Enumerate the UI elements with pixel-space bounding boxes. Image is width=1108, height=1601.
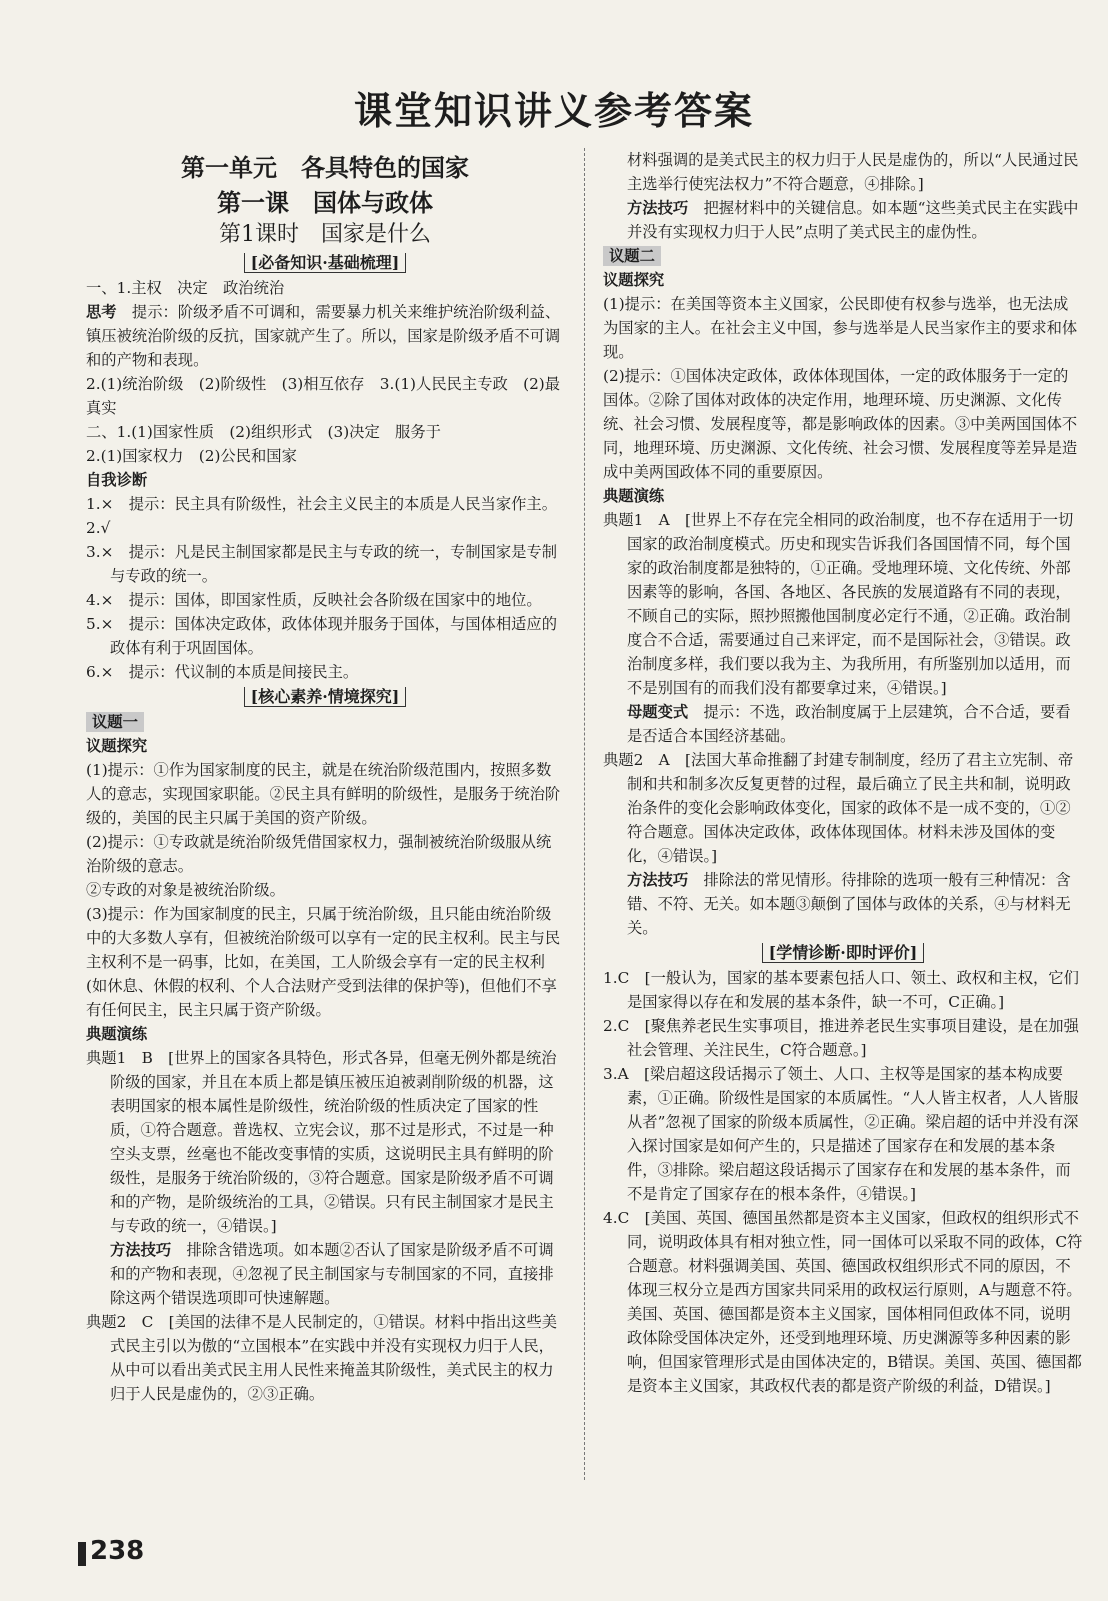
text: 1.× 提示：民主具有阶级性，社会主义民主的本质是人民当家作主。 (86, 495, 558, 513)
paragraph (86, 878, 564, 902)
text: 5.× 提示：国体决定政体，政体体现并服务于国体，与国体相适应的政体有利于巩固国体。 (86, 615, 558, 657)
paragraph (86, 902, 564, 1022)
label: 议题探究 (86, 737, 148, 755)
text: 材料强调的是美式民主的权力归于人民是虚伪的，所以“人民通过民主选举行使宪法权力”不符合题意，④排除。] (627, 151, 1079, 193)
text: 2.C [聚焦养老民生实事项目，推进养老民生实事项目建设，是在加强社会管理、关注民生，C符合题意。] (603, 1017, 1079, 1059)
topic-tag: 议题二 (603, 246, 661, 266)
right-column (603, 148, 1083, 1398)
paragraph (86, 588, 564, 612)
label: 方法技巧 (110, 1241, 187, 1259)
paragraph (86, 758, 564, 830)
section-heading: [必备知识·基础梳理] (244, 253, 407, 273)
paragraph (603, 292, 1083, 364)
text: 4.× 提示：国体，即国家性质，反映社会各阶级在国家中的地位。 (86, 591, 542, 609)
paragraph (603, 1062, 1083, 1206)
text: (2)提示：①专政就是统治阶级凭借国家权力，强制被统治阶级服从统治阶级的意志。 (86, 833, 552, 875)
label: 方法技巧 (627, 199, 704, 217)
text: (1)提示：①作为国家制度的民主，就是在统治阶级范围内，按照多数人的意志，实现国家职能。②民主具有鲜明的阶级性，是服务于统治阶级的，美国的民主只属于美国的资产阶级。 (86, 761, 561, 827)
section-heading: [学情诊断·即时评价] (762, 943, 925, 963)
paragraph (86, 420, 564, 444)
paragraph (86, 734, 564, 758)
label: 方法技巧 (627, 871, 704, 889)
paragraph (603, 966, 1083, 1014)
page-number-bar (78, 1542, 86, 1566)
text: ②专政的对象是被统治阶级。 (86, 881, 285, 899)
text: 6.× 提示：代议制的本质是间接民主。 (86, 663, 359, 681)
topic-tag-row (603, 244, 1083, 268)
paragraph (603, 1206, 1083, 1398)
paragraph (86, 1238, 564, 1310)
section-heading-row (86, 684, 564, 710)
paragraph (86, 468, 564, 492)
paragraph (603, 196, 1083, 244)
text: 3.× 提示：凡是民主制国家都是民主与专政的统一，专制国家是专制与专政的统一。 (86, 543, 558, 585)
paragraph (86, 540, 564, 588)
paragraph (86, 660, 564, 684)
label: 思考 (86, 303, 132, 321)
heading (86, 186, 564, 220)
text: 排除法的常见情形。待排除的选项一般有三种情况：含错、不符、无关。如本题③颠倒了国体与政体的关系，④与材料无关。 (627, 871, 1071, 937)
label: 母题变式 (627, 703, 704, 721)
column-divider (584, 148, 585, 1480)
label: 典题演练 (86, 1025, 148, 1043)
text: 典题1 B [世界上的国家各具特色，形式各异，但毫无例外都是统治阶级的国家，并且在本质上都是镇压被压迫被剥削阶级的机器，这表明国家的根本属性是阶级性，统治阶级的性质决定了国家的性质，①符合题意。普选权、立宪会议，那不过是形式，不过是一种空头支票，丝毫也不能改变事情的实质，这说明民主具有鲜明的阶级性，是服务于统治阶级的，③符合题意。国家是阶级矛盾不可调和的产物，是阶级统治的工具，②错误。只有民主制国家才是民主与专政的统一，④错误。] (86, 1049, 557, 1235)
paragraph (86, 1310, 564, 1406)
paragraph (603, 868, 1083, 940)
text: 2.(1)统治阶级 (2)阶级性 (3)相互依存 3.(1)人民民主专政 (2)最真实 (86, 375, 561, 417)
section-heading: [核心素养·情境探究] (244, 687, 407, 707)
text: 第一课 国体与政体 (217, 188, 433, 217)
text: 典题2 A [法国大革命推翻了封建专制制度，经历了君主立宪制、帝制和共和制多次反复更替的过程，最后确立了民主共和制，说明政治条件的变化会影响政体变化，国家的政体不是一成不变的，①②符合题意。国体决定政体，政体体现国体。材料未涉及国体的变化，④错误。] (603, 751, 1074, 865)
section-heading-row (86, 250, 564, 276)
text: 1.C [一般认为，国家的基本要素包括人口、领土、政权和主权，它们是国家得以存在和发展的基本条件，缺一不可，C正确。] (603, 969, 1079, 1011)
heading (86, 220, 564, 250)
text: (2)提示：①国体决定政体，政体体现国体，一定的政体服务于一定的国体。②除了国体对政体的决定作用，地理环境、历史渊源、文化传统、社会习惯、发展程度等，都是影响政体的因素。③中美两国国体不同，地理环境、历史渊源、文化传统、社会习惯、发展程度等差异是造成中美两国政体不同的重要原因。 (603, 367, 1078, 481)
paragraph (86, 830, 564, 878)
label: 自我诊断 (86, 471, 148, 489)
text: 提示：不选，政治制度属于上层建筑，合不合适，要看是否适合本国经济基础。 (627, 703, 1071, 745)
section-heading-row (603, 940, 1083, 966)
paragraph (603, 748, 1083, 868)
topic-tag: 议题一 (86, 712, 144, 732)
text: 第1课时 国家是什么 (219, 222, 431, 247)
paragraph (603, 484, 1083, 508)
paragraph (86, 276, 564, 300)
text: 提示：阶级矛盾不可调和，需要暴力机关来维护统治阶级利益、镇压被统治阶级的反抗，国家就产生了。所以，国家是阶级矛盾不可调和的产物和表现。 (86, 303, 561, 369)
paragraph (603, 268, 1083, 292)
text: 3.A [梁启超这段话揭示了领土、人口、主权等是国家的基本构成要素，①正确。阶级性是国家的本质属性。“人人皆主权者，人人皆服从者”忽视了国家的阶级本质属性，②正确。梁启超的话中并没有深入探讨国家是如何产生的，只是描述了国家存在和发展的基本条件，③排除。梁启超这段话揭示了国家存在和发展的基本条件，而不是肯定了国家存在的根本条件，④错误。] (603, 1065, 1079, 1203)
text: 4.C [美国、英国、德国虽然都是资本主义国家，但政权的组织形式不同，说明政体具有相对独立性，同一国体可以采取不同的政体，C符合题意。材料强调美国、英国、德国政权组织形式不同的原因，不体现三权分立是西方国家共同采用的政权运行原则，A与题意不符。美国、英国、德国都是资本主义国家，国体相同但政体不同，说明政体除受国体决定外，还受到地理环境、历史渊源等多种因素的影响，但国家管理形式是由国体决定的，B错误。美国、英国、德国都是资本主义国家，其政权代表的都是资产阶级的利益，D错误。] (603, 1209, 1083, 1395)
paragraph (86, 1022, 564, 1046)
left-column (86, 148, 564, 1406)
text: 一、1.主权 决定 政治统治 (86, 279, 285, 297)
page-number: 238 (90, 1536, 145, 1566)
paragraph (603, 1014, 1083, 1062)
text: 典题1 A [世界上不存在完全相同的政治制度，也不存在适用于一切国家的政治制度模式。历史和现实告诉我们各国国情不同，每个国家的政治制度都是独特的，①正确。受地理环境、文化传统、外部因素等的影响，各国、各地区、各民族的发展道路有不同的表现，不顾自己的实际，照抄照搬他国制度必定行不通，②正确。政治制度合不合适，需要通过自己来评定，而不是国际社会，③错误。政治制度多样，我们要以我为主、为我所用，有所鉴别加以适用，而不是别国有的而我们没有都要拿过来，④错误。] (603, 511, 1074, 697)
text: 排除含错选项。如本题②否认了国家是阶级矛盾不可调和的产物和表现，④忽视了民主制国家与专制国家的不同，直接排除这两个错误选项即可快速解题。 (110, 1241, 554, 1307)
paragraph (86, 612, 564, 660)
text: (3)提示：作为国家制度的民主，只属于统治阶级，且只能由统治阶级中的大多数人享有，但被统治阶级可以享有一定的民主权利。民主与民主权利不是一码事，比如，在美国，工人阶级会享有一定的民主权利(如休息、休假的权利、个人合法财产受到法律的保护等)，但他们不享有任何民主，民主只属于资产阶级。 (86, 905, 561, 1019)
label: 议题探究 (603, 271, 665, 289)
heading (86, 150, 564, 186)
text: 2.√ (86, 519, 111, 537)
paragraph (603, 148, 1083, 196)
topic-tag-row (86, 710, 564, 734)
paragraph (86, 372, 564, 420)
text: 典题2 C [美国的法律不是人民制定的，①错误。材料中指出这些美式民主引以为傲的“立国根本”在实践中并没有实现权力归于人民，从中可以看出美式民主用人民性来掩盖其阶级性，美式民主的权力归于人民是虚伪的，②③正确。 (86, 1313, 558, 1403)
text: 第一单元 各具特色的国家 (181, 153, 469, 182)
label: 典题演练 (603, 487, 665, 505)
text: 把握材料中的关键信息。如本题“这些美式民主在实践中并没有实现权力归于人民”点明了美式民主的虚伪性。 (627, 199, 1079, 241)
page-title: 课堂知识讲义参考答案 (353, 88, 754, 133)
paragraph (603, 364, 1083, 484)
paragraph (86, 300, 564, 372)
paragraph (603, 700, 1083, 748)
paragraph (86, 516, 564, 540)
text: 二、1.(1)国家性质 (2)组织形式 (3)决定 服务于 (86, 423, 441, 441)
paragraph (603, 508, 1083, 700)
paragraph (86, 492, 564, 516)
text: (1)提示：在美国等资本主义国家，公民即使有权参与选举，也无法成为国家的主人。在社会主义中国，参与选举是人民当家作主的要求和体现。 (603, 295, 1078, 361)
paragraph (86, 1046, 564, 1238)
text: 2.(1)国家权力 (2)公民和国家 (86, 447, 297, 465)
paragraph (86, 444, 564, 468)
